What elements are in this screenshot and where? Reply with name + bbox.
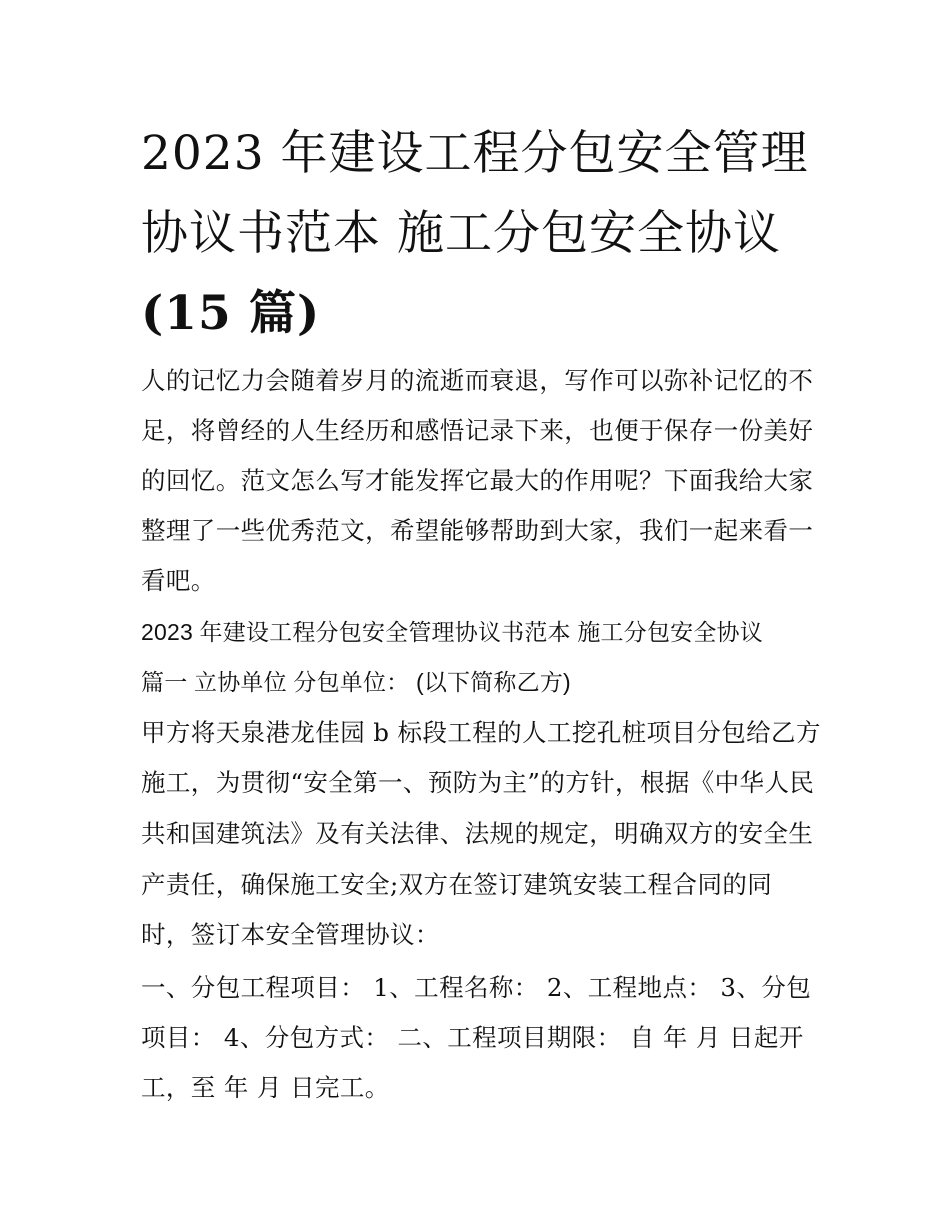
body-line: 工，至 年 月 日完工。	[141, 1073, 390, 1102]
body-line: 足，将曾经的人生经历和感悟记录下来，也便于保存一份美好	[141, 416, 814, 445]
body-line: 项目： 4、分包方式： 二、工程项目期限： 自 年 月 日起开	[141, 1023, 804, 1052]
body-line: 时，签订本安全管理协议：	[141, 920, 440, 949]
body-line: 的回忆。范文怎么写才能发挥它最大的作用呢？下面我给大家	[141, 466, 814, 495]
body-line: 一、分包工程项目： 1、工程名称： 2、工程地点： 3、分包	[141, 973, 812, 1002]
title-line-1: 2023 年建设工程分包安全管理	[141, 126, 809, 181]
title-line-2: 协议书范本 施工分包安全协议	[141, 206, 781, 261]
body-line: 施工，为贯彻“安全第一、预防为主”的方针，根据《中华人民	[141, 768, 815, 797]
document-title	[141, 114, 821, 354]
body-line: 人的记忆力会随着岁月的流逝而衰退，写作可以弥补记忆的不	[141, 366, 814, 395]
body-line: 甲方将天泉港龙佳园 b 标段工程的人工挖孔桩项目分包给乙方	[141, 718, 821, 747]
title-line-3: (15 篇)	[141, 286, 321, 341]
section-heading-line: 2023 年建设工程分包安全管理协议书范本 施工分包安全协议	[141, 619, 763, 645]
body-line: 整理了一些优秀范文，希望能够帮助到大家，我们一起来看一	[141, 516, 814, 545]
body-line: 看吧。	[141, 566, 216, 595]
body-line: 共和国建筑法》及有关法律、法规的规定，明确双方的安全生	[141, 819, 814, 848]
section-heading-line: 篇一 立协单位 分包单位： (以下简称乙方)	[141, 669, 571, 695]
body-line: 产责任，确保施工安全;双方在签订建筑安装工程合同的同	[141, 870, 773, 899]
